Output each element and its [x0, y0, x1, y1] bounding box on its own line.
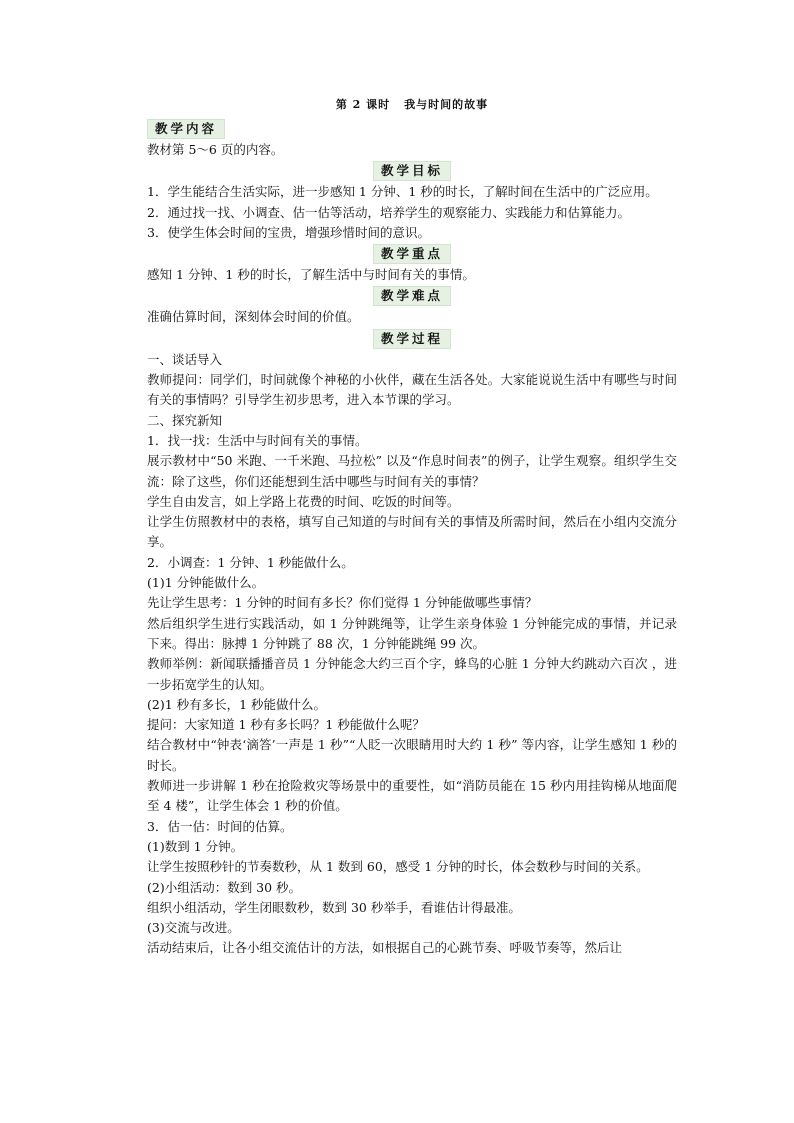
- process-paragraph: (1)1 分钟能做什么。: [147, 575, 265, 591]
- process-paragraph: 提问：大家知道 1 秒有多长吗？1 秒能做什么呢？: [147, 717, 425, 733]
- goal-item: 3．使学生体会时间的宝贵，增强珍惜时间的意识。: [147, 224, 430, 240]
- section-key: [147, 243, 677, 265]
- process-paragraph: 教师举例：新闻联播播音员 1 分钟能念大约三百个字，蜂鸟的心脏 1 分钟大约跳动六百次 ，进一步拓宽学生的认知。: [147, 656, 677, 692]
- heading-content: 教学内容: [147, 119, 225, 139]
- section-difficulty: [147, 285, 677, 307]
- heading-process: 教学过程: [373, 329, 451, 349]
- process-paragraph: 学生自由发言，如上学路上花费的时间、吃饭的时间等。: [147, 493, 460, 509]
- process-paragraph: 组织小组活动，学生闭眼数秒，数到 30 秒举手，看谁估计得最准。: [147, 899, 521, 915]
- process-paragraph: 教师进一步讲解 1 秒在抢险救灾等场景中的重要性，如“消防员能在 15 秒内用挂钩梯从地面爬至 4 楼”，让学生体会 1 秒的价值。: [147, 778, 677, 814]
- process-paragraph: 展示教材中“50 米跑、一千米跑、马拉松” 以及“作息时间表”的例子，让学生观察。组织学生交流：除了这些，你们还能想到生活中哪些与时间有关的事情？: [147, 453, 677, 489]
- page-title: [147, 96, 677, 118]
- process-paragraph: 然后组织学生进行实践活动，如 1 分钟跳绳等，让学生亲身体验 1 分钟能完成的事情，并记录下来。得出：脉搏 1 分钟跳了 88 次，1 分钟能跳绳 99 次。: [147, 615, 677, 651]
- goal-item: 1．学生能结合生活实际，进一步感知 1 分钟、1 秒的时长，了解时间在生活中的广泛应用。: [147, 184, 658, 200]
- process-paragraph: 先让学生思考：1 分钟的时间有多长？你们觉得 1 分钟能做哪些事情？: [147, 595, 538, 611]
- process-paragraph: 让学生按照秒针的节奏数秒，从 1 数到 60，感受 1 分钟的时长，体会数秒与时间的关系。: [147, 859, 649, 875]
- difficulty-text: 准确估算时间，深刻体会时间的价值。: [147, 309, 360, 325]
- heading-difficulty: 教学难点: [373, 286, 451, 306]
- process-paragraph: (2)小组活动：数到 30 秒。: [147, 879, 302, 895]
- goal-item: 2．通过找一找、小调查、估一估等活动，培养学生的观察能力、实践能力和估算能力。: [147, 204, 630, 220]
- section-content: [147, 118, 677, 140]
- process-paragraph: 让学生仿照教材中的表格，填写自己知道的与时间有关的事情及所需时间，然后在小组内交流分享。: [147, 514, 677, 550]
- process-heading: 二、探究新知: [147, 412, 223, 428]
- process-paragraph: 1．找一找：生活中与时间有关的事情。: [147, 432, 368, 448]
- process-paragraph: 2．小调查：1 分钟、1 秒能做什么。: [147, 554, 354, 570]
- lesson-plan: [147, 96, 677, 959]
- process-paragraph: 教师提问：同学们，时间就像个神秘的小伙伴，藏在生活各处。大家能说说生活中有哪些与时间有关的事情吗？引导学生初步思考，进入本节课的学习。: [147, 372, 677, 408]
- process-paragraph: (1)数到 1 分钟。: [147, 838, 244, 854]
- content-text: 教材第 5～6 页的内容。: [147, 142, 284, 157]
- section-process: [147, 328, 677, 350]
- section-goals: [147, 160, 677, 182]
- process-paragraph: 结合教材中“钟表‘滴答’一声是 1 秒”“人眨一次眼睛用时大约 1 秒” 等内容，让学生感知 1 秒的时长。: [147, 737, 677, 773]
- heading-key: 教学重点: [373, 244, 451, 264]
- process-paragraph: (2)1 秒有多长，1 秒能做什么。: [147, 696, 327, 712]
- lesson-topic: 我与时间的故事: [404, 98, 489, 111]
- process-paragraph: (3)交流与改进。: [147, 920, 240, 936]
- process-heading: 一、谈话导入: [147, 351, 223, 367]
- process-paragraph: 活动结束后，让各小组交流估计的方法，如根据自己的心跳节奏、呼吸节奏等，然后让: [147, 940, 623, 956]
- process-paragraph: 3．估一估：时间的估算。: [147, 818, 293, 834]
- key-text: 感知 1 分钟、1 秒的时长，了解生活中与时间有关的事情。: [147, 267, 475, 283]
- heading-goals: 教学目标: [373, 161, 451, 181]
- lesson-number: 第 2 课时: [335, 98, 391, 111]
